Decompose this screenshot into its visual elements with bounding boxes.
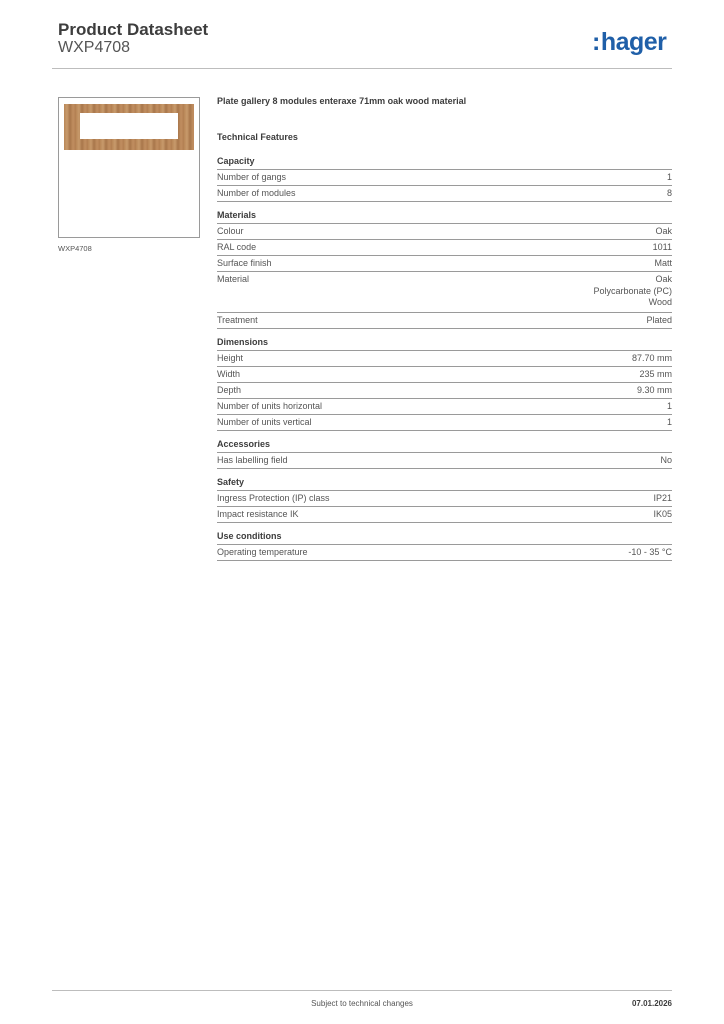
- footer-note: Subject to technical changes: [311, 999, 413, 1008]
- logo-colon-mark: :: [592, 28, 600, 56]
- product-image-caption: WXP4708: [58, 244, 92, 253]
- spec-label: Material: [217, 274, 250, 284]
- spec-row: [217, 453, 672, 469]
- spec-row: [217, 367, 672, 383]
- spec-row: [217, 186, 672, 202]
- product-description: Plate gallery 8 modules enteraxe 71mm oak wood material: [217, 96, 467, 106]
- product-code: WXP4708: [58, 39, 131, 56]
- spec-row: [217, 351, 672, 367]
- spec-value: IK05: [653, 508, 672, 519]
- wood-plate: [64, 104, 194, 150]
- spec-value: [593, 274, 672, 309]
- spec-label: Height: [217, 352, 244, 363]
- spec-label: RAL code: [217, 242, 257, 252]
- spec-section: [217, 439, 672, 469]
- spec-label: Number of units horizontal: [217, 400, 323, 411]
- logo-text: hager: [600, 28, 667, 56]
- spec-row: [217, 272, 672, 313]
- footer-date: 07.01.2026: [631, 999, 672, 1008]
- spec-section: [217, 210, 672, 329]
- spec-label: Colour: [217, 226, 244, 236]
- spec-row: [217, 170, 672, 186]
- spec-value-line: Wood: [648, 297, 672, 307]
- spec-value: Plated: [646, 314, 672, 325]
- spec-label: Operating temperature: [217, 546, 308, 557]
- spec-label: Ingress Protection (IP) class: [217, 492, 330, 503]
- spec-label: Number of units vertical: [217, 416, 312, 427]
- section-title: Accessories: [217, 439, 672, 453]
- spec-label: Has labelling field: [217, 454, 288, 465]
- spec-value: 1: [666, 416, 672, 427]
- spec-row: [217, 313, 672, 329]
- spec-label: Impact resistance IK: [217, 508, 299, 519]
- spec-label: Depth: [217, 384, 242, 395]
- spec-label: Treatment: [217, 314, 258, 325]
- product-image: [58, 97, 200, 238]
- spec-value: No: [660, 454, 672, 465]
- spec-label: Width: [217, 368, 241, 379]
- spec-value: Oak: [655, 226, 672, 236]
- spec-row: [217, 256, 672, 272]
- spec-sections: [217, 156, 672, 561]
- spec-value: 8: [666, 188, 672, 198]
- spec-value-line: Oak: [655, 274, 672, 284]
- spec-value: 9.30 mm: [636, 384, 672, 395]
- spec-section: [217, 156, 672, 202]
- spec-label: Number of gangs: [217, 172, 287, 182]
- spec-row: [217, 415, 672, 431]
- spec-value: 1011: [652, 242, 672, 252]
- spec-value: IP21: [653, 492, 672, 503]
- technical-features-heading: Technical Features: [217, 132, 298, 142]
- spec-row: [217, 224, 672, 240]
- spec-row: [217, 383, 672, 399]
- spec-row: [217, 507, 672, 523]
- section-title: Dimensions: [217, 337, 672, 351]
- footer-divider: [52, 990, 672, 991]
- hager-logo: [592, 28, 666, 57]
- spec-section: [217, 477, 672, 523]
- spec-value: 87.70 mm: [631, 352, 672, 363]
- spec-row: [217, 399, 672, 415]
- spec-value-line: Polycarbonate (PC): [593, 285, 672, 296]
- spec-label: Surface finish: [217, 258, 272, 268]
- section-title: Use conditions: [217, 531, 672, 545]
- spec-value: 1: [666, 400, 672, 411]
- header-divider: [52, 68, 672, 69]
- section-title: Materials: [217, 210, 672, 224]
- spec-row: [217, 545, 672, 561]
- spec-section: [217, 337, 672, 431]
- spec-label: Number of modules: [217, 188, 296, 198]
- spec-value: 235 mm: [639, 368, 672, 379]
- specifications: [217, 96, 672, 569]
- spec-value: Matt: [654, 258, 672, 268]
- section-title: Safety: [217, 477, 672, 491]
- section-title: Capacity: [217, 156, 672, 170]
- spec-section: [217, 531, 672, 561]
- page-title: Product Datasheet: [58, 20, 209, 39]
- spec-row: [217, 491, 672, 507]
- plate-window: [80, 113, 178, 139]
- spec-row: [217, 240, 672, 256]
- spec-value: -10 - 35 °C: [628, 546, 672, 557]
- spec-value: 1: [666, 172, 672, 182]
